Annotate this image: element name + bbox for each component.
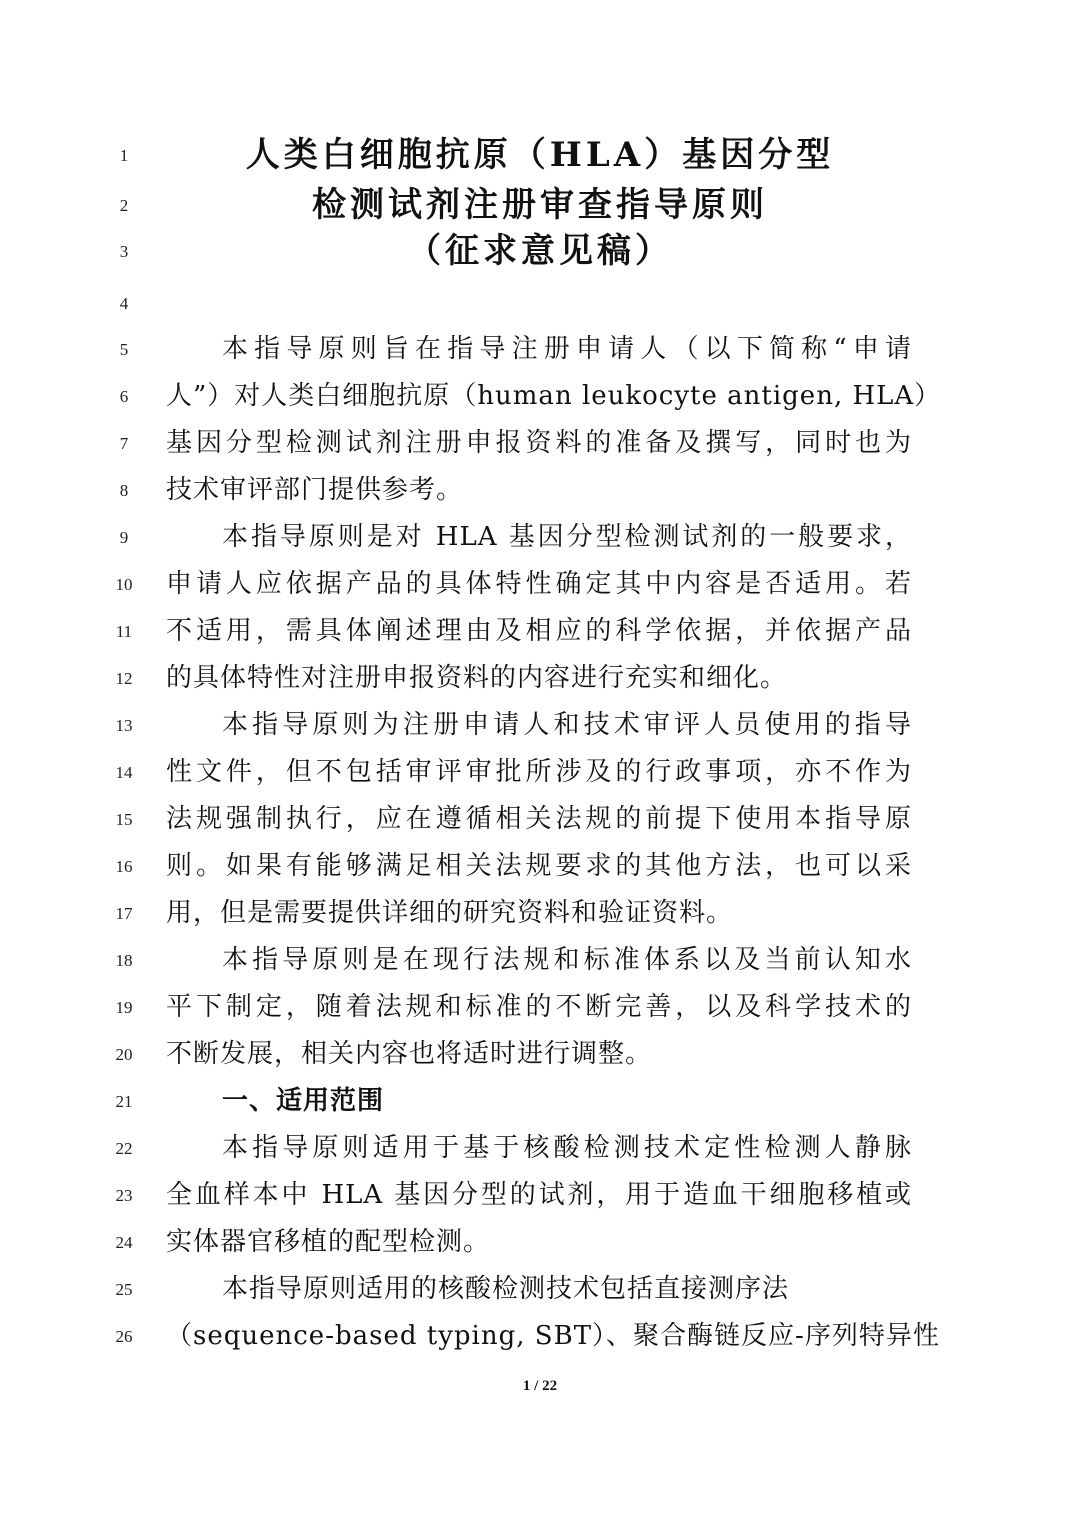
- body-text: 技术审评部门提供参考。: [166, 475, 464, 505]
- body-text: 本指导原则适用于基于核酸检测技术定性检测人静脉: [222, 1133, 912, 1163]
- document-title-line-1: 人类白细胞抗原（HLA）基因分型: [245, 135, 835, 175]
- body-text: 不适用，需具体阐述理由及相应的科学依据，并依据产品: [166, 616, 912, 646]
- doc-line: [0, 749, 1080, 796]
- doc-line: [0, 1266, 1080, 1313]
- line-number: 18: [115, 951, 133, 970]
- doc-line: [0, 514, 1080, 561]
- line-number: 3: [119, 242, 129, 261]
- doc-line: [0, 702, 1080, 749]
- line-number: 25: [115, 1280, 133, 1299]
- document-subtitle: （征求意见稿）: [407, 231, 673, 271]
- body-text: 本指导原则是在现行法规和标准体系以及当前认知水: [222, 945, 912, 975]
- doc-line: [0, 937, 1080, 984]
- body-text: 的具体特性对注册申报资料的内容进行充实和细化。: [166, 663, 788, 693]
- doc-line: [0, 655, 1080, 702]
- doc-line: [0, 1172, 1080, 1219]
- doc-line: [0, 280, 1080, 327]
- line-number: 12: [115, 669, 133, 688]
- line-number: 9: [119, 528, 129, 547]
- line-number: 5: [119, 340, 129, 359]
- line-number: 21: [115, 1092, 133, 1111]
- line-number: 15: [115, 810, 133, 829]
- doc-line: [0, 1031, 1080, 1078]
- body-text: 全血样本中 HLA 基因分型的试剂，用于造血干细胞移植或: [166, 1180, 912, 1210]
- doc-line: [0, 326, 1080, 373]
- body-text: 性文件，但不包括审评审批所涉及的行政事项，亦不作为: [166, 757, 912, 787]
- doc-line: [0, 132, 1080, 179]
- line-number: 8: [119, 481, 129, 500]
- line-number: 13: [115, 716, 133, 735]
- doc-line: [0, 420, 1080, 467]
- doc-line: [0, 467, 1080, 514]
- doc-line: [0, 796, 1080, 843]
- doc-line: [0, 228, 1080, 275]
- doc-line: [0, 561, 1080, 608]
- line-number: 24: [115, 1233, 133, 1252]
- body-text: 平下制定，随着法规和标准的不断完善，以及科学技术的: [166, 992, 912, 1022]
- body-text: 不断发展，相关内容也将适时进行调整。: [166, 1039, 653, 1069]
- line-number: 19: [115, 998, 133, 1017]
- line-number: 10: [115, 575, 133, 594]
- line-number: 17: [115, 904, 133, 923]
- page-number: 1 / 22: [522, 1378, 558, 1394]
- body-text: 法规强制执行，应在遵循相关法规的前提下使用本指导原: [166, 804, 912, 834]
- line-number: 2: [119, 196, 129, 215]
- body-text: 人”）对人类白细胞抗原（human leukocyte antigen, HLA）: [166, 381, 942, 411]
- body-text: 实体器官移植的配型检测。: [166, 1227, 491, 1257]
- section-heading: 一、适用范围: [222, 1086, 385, 1116]
- body-text: 申请人应依据产品的具体特性确定其中内容是否适用。若: [166, 569, 912, 599]
- body-text: 本指导原则适用的核酸检测技术包括直接测序法: [222, 1274, 790, 1304]
- doc-line: [0, 890, 1080, 937]
- body-text: 用，但是需要提供详细的研究资料和验证资料。: [166, 898, 734, 928]
- doc-line: [0, 1219, 1080, 1266]
- doc-line: [0, 1078, 1080, 1125]
- line-number: 14: [115, 763, 133, 782]
- line-number: 7: [119, 434, 129, 453]
- body-text: （sequence-based typing, SBT）、聚合酶链反应-序列特异性: [166, 1321, 940, 1351]
- line-number: 16: [115, 857, 133, 876]
- line-number: 26: [115, 1327, 133, 1346]
- doc-line: [0, 843, 1080, 890]
- line-number: 11: [115, 622, 133, 641]
- line-number: 1: [119, 146, 129, 165]
- body-text: 则。如果有能够满足相关法规要求的其他方法，也可以采: [166, 851, 912, 881]
- doc-line: [0, 608, 1080, 655]
- line-number: 22: [115, 1139, 133, 1158]
- line-number: 6: [119, 387, 129, 406]
- body-text: 基因分型检测试剂注册申报资料的准备及撰写，同时也为: [166, 428, 912, 458]
- line-number: 20: [115, 1045, 133, 1064]
- doc-line: [0, 1125, 1080, 1172]
- doc-line: [0, 984, 1080, 1031]
- document-title-line-2: 检测试剂注册审查指导原则: [312, 185, 768, 225]
- body-text: 本指导原则是对 HLA 基因分型检测试剂的一般要求，: [222, 522, 912, 552]
- line-number: 23: [115, 1186, 133, 1205]
- line-number: 4: [119, 294, 129, 313]
- doc-line: [0, 1313, 1080, 1360]
- body-text: 本指导原则为注册申请人和技术审评人员使用的指导: [222, 710, 912, 740]
- doc-line: [0, 373, 1080, 420]
- doc-line: [0, 182, 1080, 229]
- body-text: 本指导原则旨在指导注册申请人（以下简称“申请: [222, 334, 912, 364]
